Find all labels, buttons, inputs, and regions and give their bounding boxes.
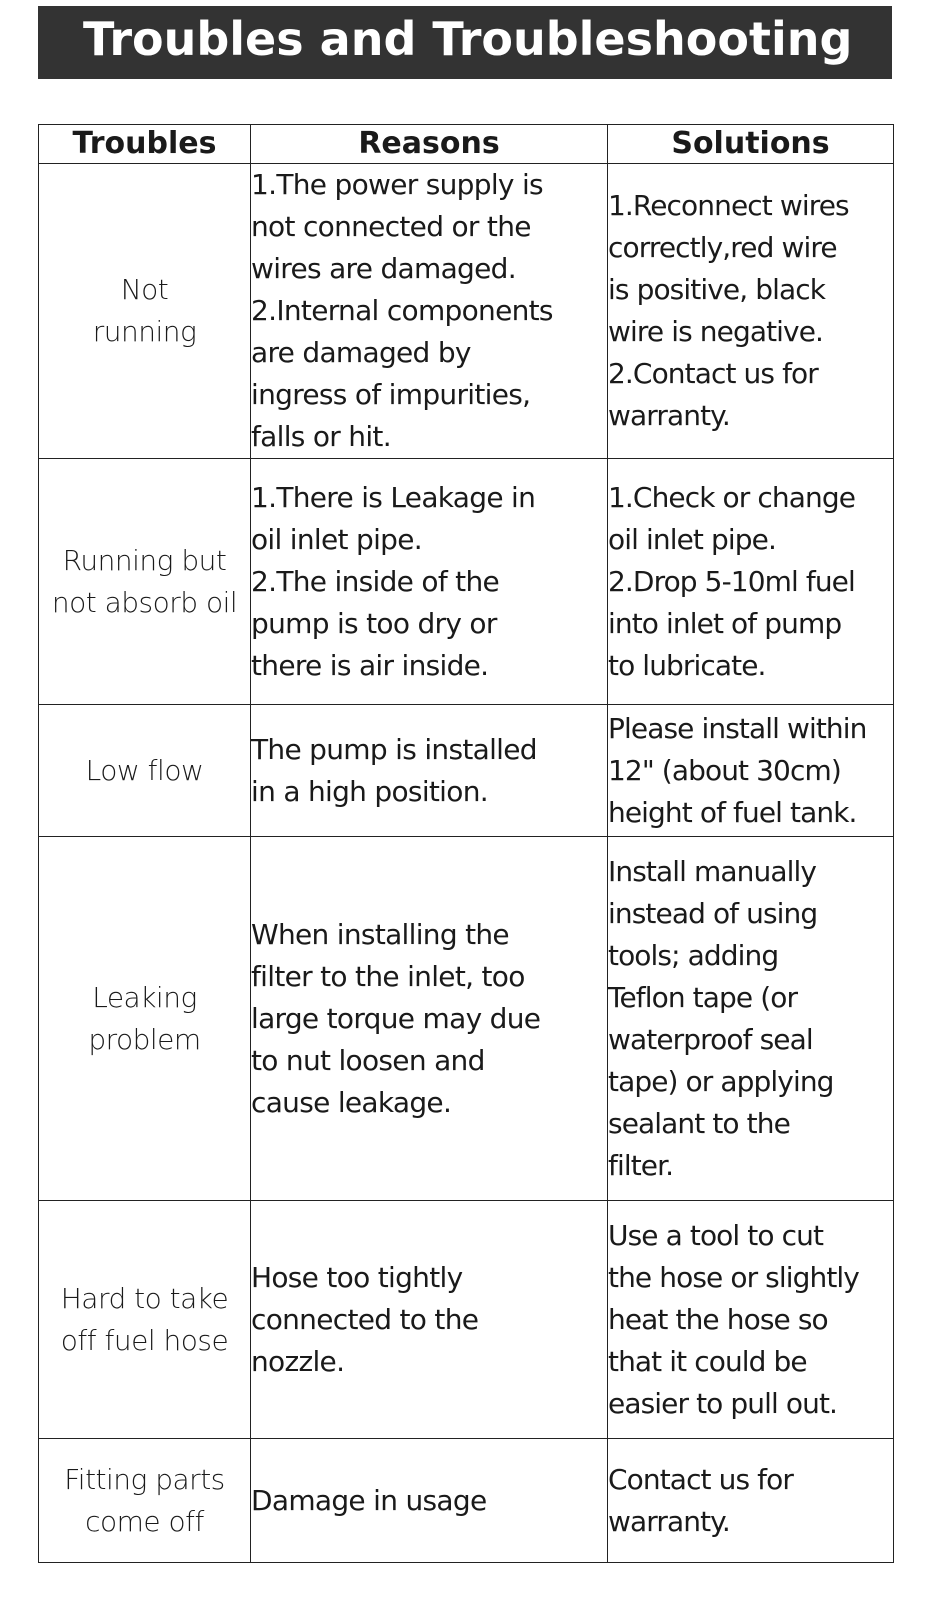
solution-cell [608,1201,894,1439]
reason-cell [251,1201,608,1439]
table-row [39,459,894,705]
header-solutions: Solutions [608,125,894,164]
page-title: Troubles and Troubleshooting [83,12,853,66]
reason-text: 1.The power supply is not connected or the wires are damaged. 2.Internal components are damaged by ingress of impurities, falls or hit. [251,168,553,453]
trouble-text: Low flow [85,753,204,787]
reason-cell [251,705,608,837]
table-header-row [39,125,894,164]
reason-text: Hose too tightly connected to the nozzle. [251,1260,479,1378]
trouble-text: Hard to take off fuel hose [60,1281,229,1357]
table-row [39,164,894,459]
table-row [39,705,894,837]
solution-text: 1.Reconnect wires correctly,red wire is positive, black wire is negative. 2.Contact us for warranty. [608,189,849,432]
solution-text: Use a tool to cut the hose or slightly heat the hose so that it could be easier to pull out. [608,1218,859,1420]
solution-text: Contact us for warranty. [608,1462,793,1538]
trouble-cell [39,164,251,459]
solution-cell [608,837,894,1201]
solution-cell [608,1439,894,1563]
reason-cell [251,164,608,459]
table-row [39,837,894,1201]
reason-text: The pump is installed in a high position. [251,732,537,808]
trouble-cell [39,1439,251,1563]
solution-text: 1.Check or change oil inlet pipe. 2.Drop 5-10ml fuel into inlet of pump to lubricate. [608,480,856,682]
reason-cell [251,1439,608,1563]
trouble-text: Leaking problem [88,980,201,1056]
trouble-text: Fitting parts come off [64,1462,225,1538]
header-troubles: Troubles [39,125,251,164]
reason-text: When installing the filter to the inlet, too large torque may due to nut loosen and cause leakage. [251,917,541,1119]
solution-cell [608,459,894,705]
trouble-text: Running but not absorb oil [51,543,238,619]
reason-cell [251,459,608,705]
solution-cell [608,164,894,459]
troubleshooting-table [38,124,894,1563]
trouble-cell [39,1201,251,1439]
table-row [39,1439,894,1563]
trouble-cell [39,459,251,705]
table-row [39,1201,894,1439]
title-banner [38,6,892,79]
solution-text: Please install within 12" (about 30cm) height of fuel tank. [608,711,867,829]
reason-text: Damage in usage [251,1483,487,1517]
trouble-cell [39,705,251,837]
reason-text: 1.There is Leakage in oil inlet pipe. 2.The inside of the pump is too dry or there is air inside. [251,480,536,682]
trouble-cell [39,837,251,1201]
solution-text: Install manually instead of using tools; adding Teflon tape (or waterproof seal tape) or applying sealant to the filter. [608,854,834,1182]
reason-cell [251,837,608,1201]
trouble-text: Not running [92,273,197,348]
header-reasons: Reasons [251,125,608,164]
solution-cell [608,705,894,837]
